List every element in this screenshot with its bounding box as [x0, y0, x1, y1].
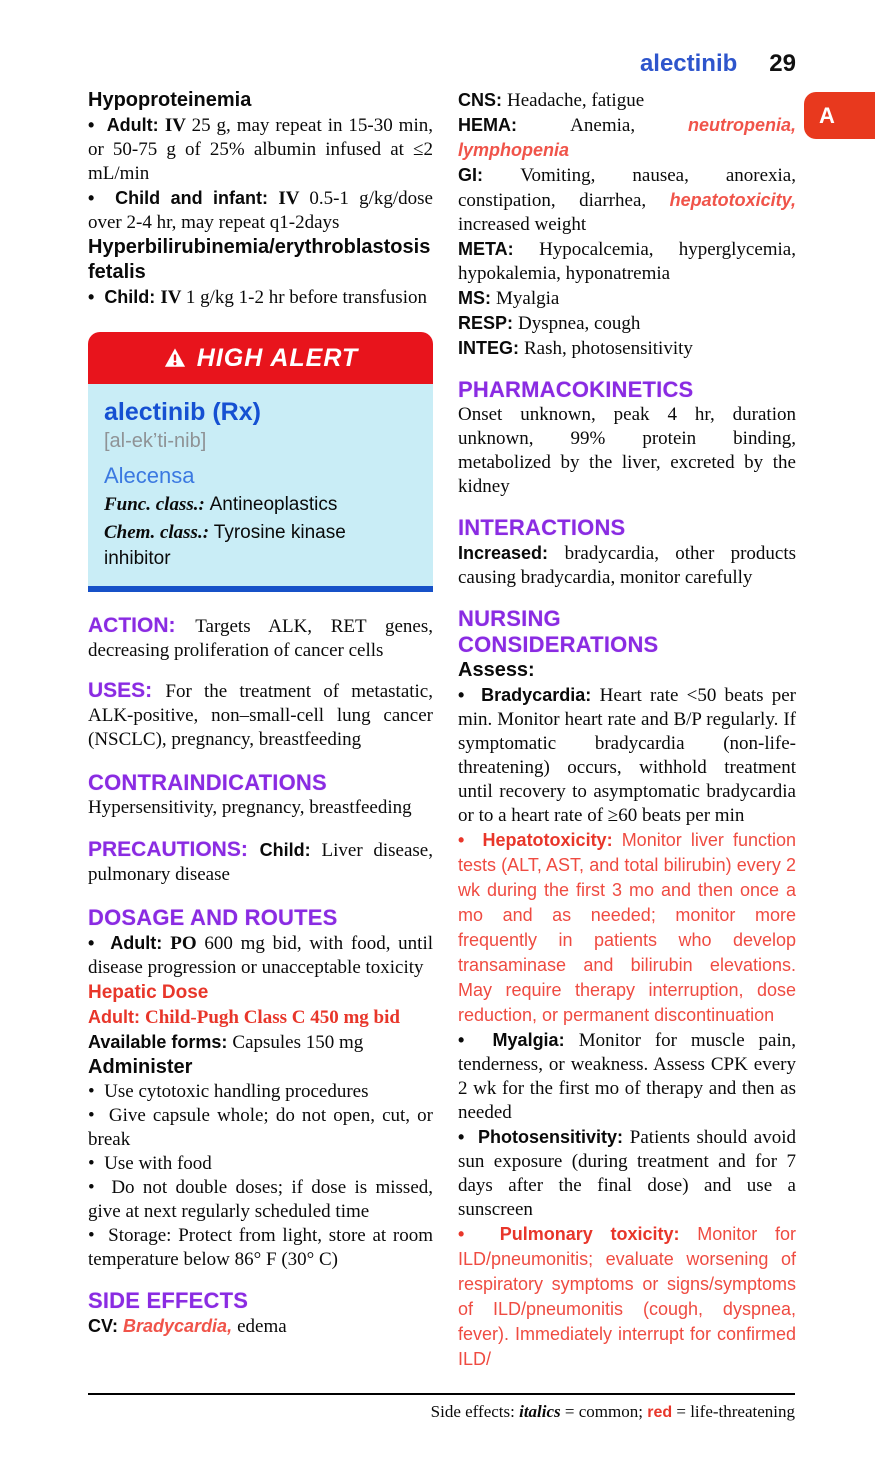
side-effects-ms-line	[458, 286, 796, 311]
hypoproteinemia-heading: Hypoproteinemia	[88, 89, 252, 111]
text-segment: INTEG:	[458, 338, 524, 358]
contraindications-heading: CONTRAINDICATIONS	[88, 770, 327, 795]
text-segment: Photosensitivity:	[477, 1127, 630, 1147]
administer-bullet-food	[88, 1152, 433, 1176]
hepatic-dose-adult	[88, 1005, 433, 1030]
side-effects-resp-line	[458, 311, 796, 336]
text-segment: Dyspnea, cough	[518, 313, 641, 334]
text-segment: Use with food	[104, 1153, 212, 1174]
interactions-increased-line	[458, 541, 796, 590]
text-segment: META:	[458, 239, 540, 259]
functional-class-label: Func. class.:	[104, 494, 210, 515]
text-segment: Side effects:	[430, 1402, 520, 1421]
text-segment: •	[88, 1105, 109, 1126]
high-alert-label: HIGH ALERT	[196, 343, 359, 372]
text-segment: Vomiting, nausea, anorexia, constipation, diarrhea,	[458, 165, 796, 211]
text-segment: •	[88, 933, 111, 953]
administer-bullet-cytotoxic	[88, 1080, 433, 1104]
administer-bullet-storage	[88, 1224, 433, 1272]
text-segment: Adult:	[110, 933, 171, 953]
text-segment: Monitor for muscle pain, tenderness, or weakness. Assess CPK every 2 wk for the first mo of therapy and then as needed	[458, 1030, 796, 1123]
text-segment: Child-Pugh Class C 450 mg bid	[144, 1007, 400, 1028]
pharmacokinetics-text: Onset unknown, peak 4 hr, duration unknown, 99% protein binding, metabolized by the liver, excreted by the kidney	[458, 404, 796, 497]
text-segment: Increased:	[458, 543, 565, 563]
uses-paragraph	[88, 679, 433, 752]
text-segment: For the treatment of metastatic, ALK-positive, non–small-cell lung cancer (NSCLC), pregnancy, breastfeeding	[88, 681, 433, 750]
administer-bullet-capsule	[88, 1104, 433, 1152]
text-segment: CNS:	[458, 90, 507, 110]
text-segment: •	[88, 115, 107, 135]
text-segment: Liver disease, pulmonary disease	[88, 840, 433, 885]
assess-label: Assess:	[458, 659, 535, 681]
administer-bullet-missed-dose	[88, 1176, 433, 1224]
text-segment: Anemia,	[570, 115, 688, 136]
text-segment: •	[88, 1177, 112, 1198]
side-effects-meta-line	[458, 237, 796, 286]
high-alert-card-body	[88, 384, 433, 592]
drug-pronunciation: [al-ek’ti-nib]	[104, 430, 207, 452]
drug-brand-name: Alecensa	[104, 463, 195, 488]
text-segment: bradycardia, other products causing bradycardia, monitor carefully	[458, 543, 797, 588]
nursing-considerations-heading: NURSING CONSIDERATIONS	[458, 606, 659, 657]
text-segment: Adult:	[88, 1007, 145, 1027]
text-segment: Use cytotoxic handling procedures	[104, 1081, 369, 1102]
text-segment: Bradycardia,	[123, 1316, 238, 1336]
text-segment: •	[88, 1225, 109, 1246]
assess-myalgia-bullet	[458, 1028, 796, 1125]
text-segment: Available forms:	[88, 1032, 233, 1052]
text-segment: Myalgia	[496, 288, 560, 309]
hyperbilirubinemia-heading: Hyperbilirubinemia/erythroblastosis fetalis	[88, 236, 431, 283]
text-segment: Child and infant:	[115, 188, 279, 208]
footer-divider	[88, 1393, 795, 1395]
assess-hepatotoxicity-bullet	[458, 828, 796, 1028]
hyperbilirubinemia-child-dose	[88, 285, 433, 310]
footer-legend	[88, 1401, 795, 1424]
available-forms-line	[88, 1030, 433, 1055]
action-paragraph	[88, 614, 433, 663]
text-segment: 25 g, may repeat in 15-30 min, or 50-75 g of 25% albumin infused at ≤2 mL/min	[88, 115, 433, 184]
text-segment: •	[458, 1224, 500, 1244]
text-segment: IV	[160, 287, 186, 308]
header-page-number: 29	[769, 50, 796, 77]
text-segment: Headache, fatigue	[507, 90, 645, 111]
text-segment: Hepatotoxicity:	[482, 830, 622, 850]
side-effects-cv-line	[88, 1314, 433, 1339]
text-segment: hepatotoxicity,	[669, 190, 796, 210]
hypoproteinemia-child-dose	[88, 186, 433, 235]
text-segment: Do not double doses; if dose is missed, give at next regularly scheduled time	[88, 1177, 433, 1222]
alpha-thumb-tab	[804, 92, 875, 139]
text-segment: •	[88, 287, 105, 307]
text-segment: italics	[519, 1402, 561, 1421]
text-segment: Storage: Protect from light, store at room temperature below 86° F (30° C)	[88, 1225, 433, 1270]
dosage-adult-bullet	[88, 931, 433, 980]
hepatic-dose-heading: Hepatic Dose	[88, 982, 209, 1003]
text-segment: MS:	[458, 288, 496, 308]
assess-bradycardia-bullet	[458, 683, 796, 828]
text-segment: Monitor for ILD/pneumonitis; evaluate worsening of respiratory symptoms or signs/symptoms of ILD/pneumonitis (cough, dyspnea, fever). Immediately interrupt for confirmed ILD/	[458, 1224, 796, 1369]
text-segment: Rash, photosensitivity	[524, 338, 693, 359]
text-segment: increased weight	[458, 214, 587, 235]
text-segment: Myalgia:	[492, 1030, 579, 1050]
text-segment: 0.5-1 g/kg/dose over 2-4 hr, may repeat q1-2days	[88, 188, 433, 233]
text-segment: •	[458, 830, 483, 850]
text-segment: GI:	[458, 165, 521, 185]
text-segment: Pulmonary toxicity:	[499, 1224, 698, 1244]
text-segment: Patients should avoid sun exposure (during treatment and for 7 days after the final dose) and use a sunscreen	[458, 1127, 796, 1220]
functional-class-line	[104, 492, 417, 518]
administer-heading: Administer	[88, 1056, 193, 1078]
side-effects-heading: SIDE EFFECTS	[88, 1288, 249, 1313]
chemical-class-value: Tyrosine kinase inhibitor	[104, 522, 346, 569]
text-segment: Bradycardia:	[481, 685, 600, 705]
chemical-class-line	[104, 520, 417, 572]
text-segment: •	[88, 1081, 105, 1102]
assess-pulmonary-toxicity-bullet	[458, 1222, 796, 1372]
text-segment: red	[647, 1404, 673, 1421]
side-effects-integ-line	[458, 336, 796, 361]
text-segment: 1 g/kg 1-2 hr before transfusion	[185, 287, 427, 308]
functional-class-value: Antineoplastics	[209, 494, 338, 515]
side-effects-cns-line	[458, 88, 796, 113]
text-segment: USES:	[88, 679, 166, 702]
text-segment: •	[458, 1127, 478, 1147]
text-segment: Heart rate <50 beats per min. Monitor heart rate and B/P regularly. If symptomatic bradycardia (non-life-threatening) occurs, withhold treatment until recovery to asymptomatic bradycardia or to a heart rate of ≥60 beats per min	[458, 685, 796, 826]
header-drug-name: alectinib	[639, 50, 738, 77]
page-header	[458, 50, 796, 78]
side-effects-hema-line	[458, 113, 796, 163]
pharmacokinetics-heading: PHARMACOKINETICS	[458, 377, 694, 402]
text-segment: Targets ALK, RET genes, decreasing proliferation of cancer cells	[88, 616, 433, 661]
chemical-class-label: Chem. class.:	[104, 522, 214, 543]
text-segment: ACTION:	[88, 614, 196, 637]
text-segment: Adult:	[106, 115, 165, 135]
text-segment: RESP:	[458, 313, 519, 333]
right-column	[458, 88, 796, 1372]
text-segment: Child:	[259, 840, 322, 860]
text-segment: edema	[237, 1316, 287, 1337]
assess-photosensitivity-bullet	[458, 1125, 796, 1222]
text-segment: = common;	[560, 1402, 648, 1421]
hypoproteinemia-adult-dose	[88, 113, 433, 186]
high-alert-banner	[88, 332, 433, 384]
dosage-routes-heading: DOSAGE AND ROUTES	[88, 905, 338, 930]
text-segment: HEMA:	[458, 115, 571, 135]
text-segment: Child:	[104, 287, 161, 307]
text-segment: IV	[278, 188, 310, 209]
text-segment: •	[88, 1153, 105, 1174]
text-segment: = life-threatening	[672, 1402, 795, 1421]
high-alert-card	[88, 332, 433, 592]
left-column	[88, 88, 433, 1339]
contraindications-text: Hypersensitivity, pregnancy, breastfeeding	[88, 797, 412, 818]
text-segment: •	[88, 188, 116, 208]
precautions-paragraph	[88, 838, 433, 887]
text-segment: PRECAUTIONS:	[88, 838, 260, 861]
text-segment: 600 mg bid, with food, until disease progression or unacceptable toxicity	[88, 933, 434, 978]
text-segment: •	[458, 685, 482, 705]
text-segment: Capsules 150 mg	[232, 1032, 364, 1053]
warning-triangle-icon	[163, 347, 187, 369]
text-segment: PO	[170, 933, 205, 954]
interactions-heading: INTERACTIONS	[458, 515, 626, 540]
alpha-tab-letter: A	[819, 102, 835, 128]
text-segment: IV	[164, 115, 192, 136]
text-segment: Give capsule whole; do not open, cut, or break	[88, 1105, 433, 1150]
text-segment: •	[458, 1030, 493, 1050]
drug-generic-name: alectinib (Rx)	[104, 398, 261, 426]
text-segment: Monitor liver function tests (ALT, AST, and total bilirubin) every 2 wk during the first 3 mo and then once a mo and as needed; monitor more frequently in patients who develop transaminase and bilirubin elevations. May require therapy interruption, dose reduction, or permanent discontinuation	[458, 830, 796, 1025]
text-segment: neutropenia, lymphopenia	[458, 115, 796, 160]
side-effects-gi-line	[458, 163, 796, 237]
text-segment: Hypocalcemia, hyperglycemia, hypokalemia, hyponatremia	[458, 239, 796, 284]
text-segment: CV:	[88, 1316, 124, 1336]
